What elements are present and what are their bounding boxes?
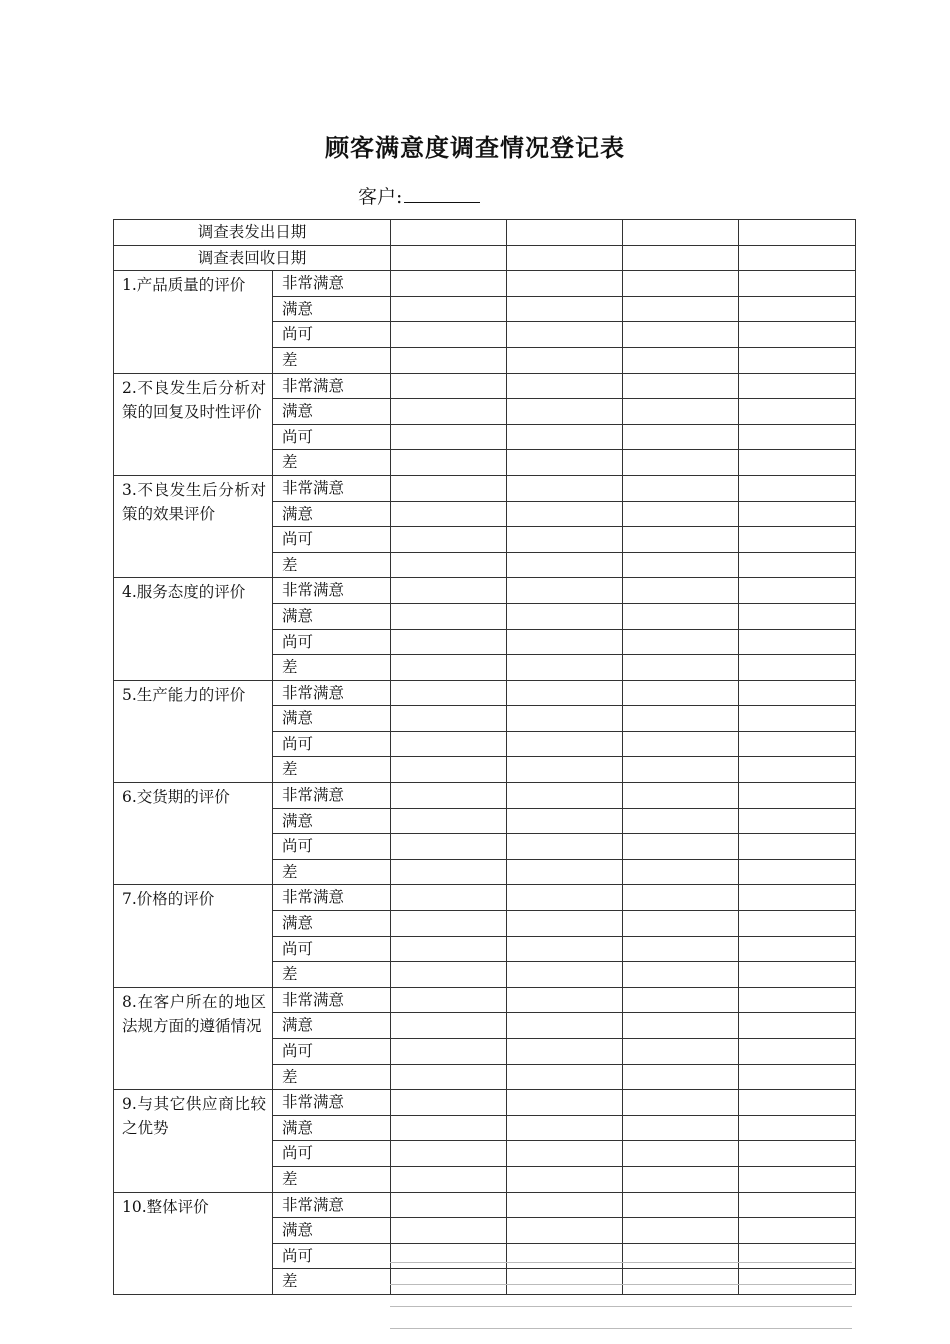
entry-cell[interactable] <box>507 527 623 553</box>
entry-cell[interactable] <box>739 731 856 757</box>
entry-cell[interactable] <box>391 655 507 681</box>
survey-table <box>113 219 856 1295</box>
entry-cell[interactable] <box>739 706 856 732</box>
rating-option-label: 非常满意 <box>273 578 391 604</box>
entry-cell[interactable] <box>507 987 623 1013</box>
entry-cell[interactable] <box>623 655 739 681</box>
entry-cell[interactable] <box>391 783 507 809</box>
entry-cell[interactable] <box>739 322 856 348</box>
entry-cell[interactable] <box>507 936 623 962</box>
rating-option-label: 满意 <box>273 808 391 834</box>
entry-cell[interactable] <box>391 578 507 604</box>
question-row <box>114 885 856 911</box>
entry-cell[interactable] <box>623 629 739 655</box>
rating-option-label: 差 <box>273 1064 391 1090</box>
entry-cell[interactable] <box>739 783 856 809</box>
question-row <box>114 783 856 809</box>
date-row-label: 调查表发出日期 <box>114 220 391 246</box>
entry-cell[interactable] <box>391 706 507 732</box>
entry-cell[interactable] <box>391 629 507 655</box>
entry-cell[interactable] <box>739 987 856 1013</box>
entry-cell[interactable] <box>623 757 739 783</box>
question-row <box>114 271 856 297</box>
question-label: 8.在客户所在的地区法规方面的遵循情况 <box>114 987 273 1089</box>
entry-cell[interactable] <box>739 347 856 373</box>
rating-option-label: 尚可 <box>273 1141 391 1167</box>
entry-cell[interactable] <box>391 424 507 450</box>
entry-cell[interactable] <box>391 911 507 937</box>
rating-option-label: 尚可 <box>273 527 391 553</box>
entry-cell[interactable] <box>623 322 739 348</box>
entry-cell[interactable] <box>623 245 739 271</box>
rating-option-label: 尚可 <box>273 731 391 757</box>
entry-cell[interactable] <box>623 834 739 860</box>
rating-option-label: 差 <box>273 962 391 988</box>
entry-cell[interactable] <box>391 1039 507 1065</box>
entry-cell[interactable] <box>507 1039 623 1065</box>
entry-cell[interactable] <box>623 450 739 476</box>
entry-cell[interactable] <box>507 680 623 706</box>
rating-option-label: 满意 <box>273 296 391 322</box>
question-row <box>114 578 856 604</box>
rating-option-label: 尚可 <box>273 834 391 860</box>
rating-option-label: 非常满意 <box>273 885 391 911</box>
entry-cell[interactable] <box>739 1166 856 1192</box>
customer-blank[interactable] <box>404 184 480 203</box>
rating-option-label: 非常满意 <box>273 1192 391 1218</box>
rating-option-label: 差 <box>273 859 391 885</box>
entry-cell[interactable] <box>623 911 739 937</box>
entry-cell[interactable] <box>623 578 739 604</box>
entry-cell[interactable] <box>507 1166 623 1192</box>
date-row <box>114 245 856 271</box>
entry-cell[interactable] <box>623 936 739 962</box>
entry-cell[interactable] <box>739 271 856 297</box>
question-label: 3.不良发生后分析对策的效果评价 <box>114 475 273 577</box>
entry-cell[interactable] <box>623 527 739 553</box>
entry-cell[interactable] <box>623 424 739 450</box>
question-label: 7.价格的评价 <box>114 885 273 987</box>
entry-cell[interactable] <box>391 322 507 348</box>
customer-label: 客户: <box>358 186 403 208</box>
rating-option-label: 尚可 <box>273 1039 391 1065</box>
entry-cell[interactable] <box>507 578 623 604</box>
entry-cell[interactable] <box>739 1192 856 1218</box>
entry-cell[interactable] <box>739 885 856 911</box>
entry-cell[interactable] <box>739 911 856 937</box>
entry-cell[interactable] <box>391 603 507 629</box>
entry-cell[interactable] <box>507 552 623 578</box>
entry-cell[interactable] <box>507 808 623 834</box>
entry-cell[interactable] <box>623 475 739 501</box>
entry-cell[interactable] <box>623 399 739 425</box>
entry-cell[interactable] <box>507 373 623 399</box>
entry-cell[interactable] <box>739 1269 856 1295</box>
faint-rule <box>390 1328 852 1329</box>
entry-cell[interactable] <box>623 1013 739 1039</box>
question-label: 10.整体评价 <box>114 1192 273 1294</box>
rating-option-label: 非常满意 <box>273 987 391 1013</box>
entry-cell[interactable] <box>623 885 739 911</box>
entry-cell[interactable] <box>391 680 507 706</box>
entry-cell[interactable] <box>507 731 623 757</box>
date-row <box>114 220 856 246</box>
rating-option-label: 差 <box>273 552 391 578</box>
rating-option-label: 非常满意 <box>273 271 391 297</box>
entry-cell[interactable] <box>623 731 739 757</box>
question-row <box>114 1090 856 1116</box>
question-row <box>114 475 856 501</box>
rating-option-label: 非常满意 <box>273 475 391 501</box>
rating-option-label: 尚可 <box>273 936 391 962</box>
entry-cell[interactable] <box>623 783 739 809</box>
entry-cell[interactable] <box>739 296 856 322</box>
entry-cell[interactable] <box>739 1243 856 1269</box>
entry-cell[interactable] <box>507 322 623 348</box>
entry-cell[interactable] <box>507 450 623 476</box>
entry-cell[interactable] <box>391 987 507 1013</box>
entry-cell[interactable] <box>391 1013 507 1039</box>
rating-option-label: 差 <box>273 757 391 783</box>
entry-cell[interactable] <box>507 834 623 860</box>
entry-cell[interactable] <box>507 911 623 937</box>
entry-cell[interactable] <box>507 757 623 783</box>
entry-cell[interactable] <box>623 962 739 988</box>
customer-field <box>358 182 480 209</box>
entry-cell[interactable] <box>507 424 623 450</box>
rating-option-label: 满意 <box>273 1013 391 1039</box>
entry-cell[interactable] <box>739 655 856 681</box>
entry-cell[interactable] <box>739 475 856 501</box>
entry-cell[interactable] <box>739 1141 856 1167</box>
entry-cell[interactable] <box>623 1218 739 1244</box>
entry-cell[interactable] <box>391 1243 507 1269</box>
entry-cell[interactable] <box>739 936 856 962</box>
date-row-label: 调查表回收日期 <box>114 245 391 271</box>
entry-cell[interactable] <box>739 834 856 860</box>
entry-cell[interactable] <box>391 962 507 988</box>
entry-cell[interactable] <box>391 936 507 962</box>
entry-cell[interactable] <box>391 475 507 501</box>
entry-cell[interactable] <box>507 347 623 373</box>
rating-option-label: 差 <box>273 347 391 373</box>
entry-cell[interactable] <box>507 629 623 655</box>
entry-cell[interactable] <box>391 347 507 373</box>
entry-cell[interactable] <box>623 296 739 322</box>
entry-cell[interactable] <box>739 373 856 399</box>
rating-option-label: 非常满意 <box>273 373 391 399</box>
entry-cell[interactable] <box>623 603 739 629</box>
question-label: 1.产品质量的评价 <box>114 271 273 373</box>
entry-cell[interactable] <box>391 859 507 885</box>
entry-cell[interactable] <box>739 527 856 553</box>
entry-cell[interactable] <box>507 296 623 322</box>
entry-cell[interactable] <box>623 987 739 1013</box>
rating-option-label: 满意 <box>273 501 391 527</box>
entry-cell[interactable] <box>623 1141 739 1167</box>
rating-option-label: 非常满意 <box>273 783 391 809</box>
rating-option-label: 满意 <box>273 911 391 937</box>
entry-cell[interactable] <box>739 1090 856 1116</box>
entry-cell[interactable] <box>391 271 507 297</box>
entry-cell[interactable] <box>623 1243 739 1269</box>
rating-option-label: 满意 <box>273 1115 391 1141</box>
entry-cell[interactable] <box>739 450 856 476</box>
entry-cell[interactable] <box>507 1218 623 1244</box>
entry-cell[interactable] <box>391 296 507 322</box>
entry-cell[interactable] <box>739 578 856 604</box>
entry-cell[interactable] <box>739 808 856 834</box>
entry-cell[interactable] <box>739 501 856 527</box>
entry-cell[interactable] <box>507 245 623 271</box>
entry-cell[interactable] <box>623 1269 739 1295</box>
entry-cell[interactable] <box>391 1141 507 1167</box>
faint-rule <box>390 1284 852 1285</box>
entry-cell[interactable] <box>739 552 856 578</box>
entry-cell[interactable] <box>623 680 739 706</box>
entry-cell[interactable] <box>623 1064 739 1090</box>
question-row <box>114 987 856 1013</box>
entry-cell[interactable] <box>507 1064 623 1090</box>
rating-option-label: 尚可 <box>273 424 391 450</box>
entry-cell[interactable] <box>623 1115 739 1141</box>
entry-cell[interactable] <box>391 373 507 399</box>
entry-cell[interactable] <box>391 527 507 553</box>
entry-cell[interactable] <box>391 731 507 757</box>
entry-cell[interactable] <box>739 424 856 450</box>
entry-cell[interactable] <box>739 1115 856 1141</box>
rating-option-label: 非常满意 <box>273 680 391 706</box>
entry-cell[interactable] <box>507 475 623 501</box>
question-row <box>114 1192 856 1218</box>
entry-cell[interactable] <box>507 399 623 425</box>
entry-cell[interactable] <box>391 757 507 783</box>
entry-cell[interactable] <box>391 1269 507 1295</box>
entry-cell[interactable] <box>623 808 739 834</box>
question-label: 6.交货期的评价 <box>114 783 273 885</box>
entry-cell[interactable] <box>507 1141 623 1167</box>
entry-cell[interactable] <box>739 1013 856 1039</box>
entry-cell[interactable] <box>391 1064 507 1090</box>
entry-cell[interactable] <box>391 1090 507 1116</box>
entry-cell[interactable] <box>739 859 856 885</box>
entry-cell[interactable] <box>739 1039 856 1065</box>
question-label: 9.与其它供应商比较之优势 <box>114 1090 273 1192</box>
entry-cell[interactable] <box>507 1269 623 1295</box>
entry-cell[interactable] <box>391 501 507 527</box>
entry-cell[interactable] <box>391 1166 507 1192</box>
entry-cell[interactable] <box>391 552 507 578</box>
question-label: 2.不良发生后分析对策的回复及时性评价 <box>114 373 273 475</box>
entry-cell[interactable] <box>507 1115 623 1141</box>
entry-cell[interactable] <box>391 245 507 271</box>
entry-cell[interactable] <box>507 1013 623 1039</box>
entry-cell[interactable] <box>739 399 856 425</box>
entry-cell[interactable] <box>623 1166 739 1192</box>
entry-cell[interactable] <box>739 1218 856 1244</box>
faint-rule <box>390 1306 852 1307</box>
entry-cell[interactable] <box>623 552 739 578</box>
entry-cell[interactable] <box>623 1039 739 1065</box>
rating-option-label: 差 <box>273 1166 391 1192</box>
entry-cell[interactable] <box>739 757 856 783</box>
rating-option-label: 差 <box>273 450 391 476</box>
entry-cell[interactable] <box>739 1064 856 1090</box>
question-row <box>114 373 856 399</box>
entry-cell[interactable] <box>623 706 739 732</box>
rating-option-label: 尚可 <box>273 1243 391 1269</box>
entry-cell[interactable] <box>623 859 739 885</box>
entry-cell[interactable] <box>391 399 507 425</box>
entry-cell[interactable] <box>623 373 739 399</box>
rating-option-label: 满意 <box>273 1218 391 1244</box>
entry-cell[interactable] <box>507 962 623 988</box>
entry-cell[interactable] <box>391 450 507 476</box>
entry-cell[interactable] <box>623 1090 739 1116</box>
entry-cell[interactable] <box>739 680 856 706</box>
entry-cell[interactable] <box>507 501 623 527</box>
question-label: 4.服务态度的评价 <box>114 578 273 680</box>
entry-cell[interactable] <box>507 706 623 732</box>
entry-cell[interactable] <box>507 603 623 629</box>
entry-cell[interactable] <box>623 347 739 373</box>
rating-option-label: 非常满意 <box>273 1090 391 1116</box>
rating-option-label: 差 <box>273 655 391 681</box>
entry-cell[interactable] <box>507 1243 623 1269</box>
page-title: 顾客满意度调查情况登记表 <box>325 133 625 162</box>
entry-cell[interactable] <box>391 1218 507 1244</box>
rating-option-label: 满意 <box>273 706 391 732</box>
entry-cell[interactable] <box>623 220 739 246</box>
entry-cell[interactable] <box>391 1192 507 1218</box>
entry-cell[interactable] <box>739 629 856 655</box>
entry-cell[interactable] <box>507 859 623 885</box>
entry-cell[interactable] <box>391 885 507 911</box>
rating-option-label: 差 <box>273 1269 391 1295</box>
entry-cell[interactable] <box>507 783 623 809</box>
entry-cell[interactable] <box>391 220 507 246</box>
entry-cell[interactable] <box>391 808 507 834</box>
entry-cell[interactable] <box>623 271 739 297</box>
entry-cell[interactable] <box>739 603 856 629</box>
entry-cell[interactable] <box>507 1192 623 1218</box>
faint-rule <box>390 1262 852 1263</box>
entry-cell[interactable] <box>507 655 623 681</box>
question-label: 5.生产能力的评价 <box>114 680 273 782</box>
rating-option-label: 尚可 <box>273 629 391 655</box>
entry-cell[interactable] <box>391 1115 507 1141</box>
entry-cell[interactable] <box>391 834 507 860</box>
entry-cell[interactable] <box>507 1090 623 1116</box>
entry-cell[interactable] <box>507 271 623 297</box>
entry-cell[interactable] <box>739 962 856 988</box>
question-row <box>114 680 856 706</box>
entry-cell[interactable] <box>507 220 623 246</box>
rating-option-label: 满意 <box>273 603 391 629</box>
entry-cell[interactable] <box>623 1192 739 1218</box>
entry-cell[interactable] <box>623 501 739 527</box>
rating-option-label: 满意 <box>273 399 391 425</box>
entry-cell[interactable] <box>507 885 623 911</box>
entry-cell[interactable] <box>739 220 856 246</box>
entry-cell[interactable] <box>739 245 856 271</box>
rating-option-label: 尚可 <box>273 322 391 348</box>
